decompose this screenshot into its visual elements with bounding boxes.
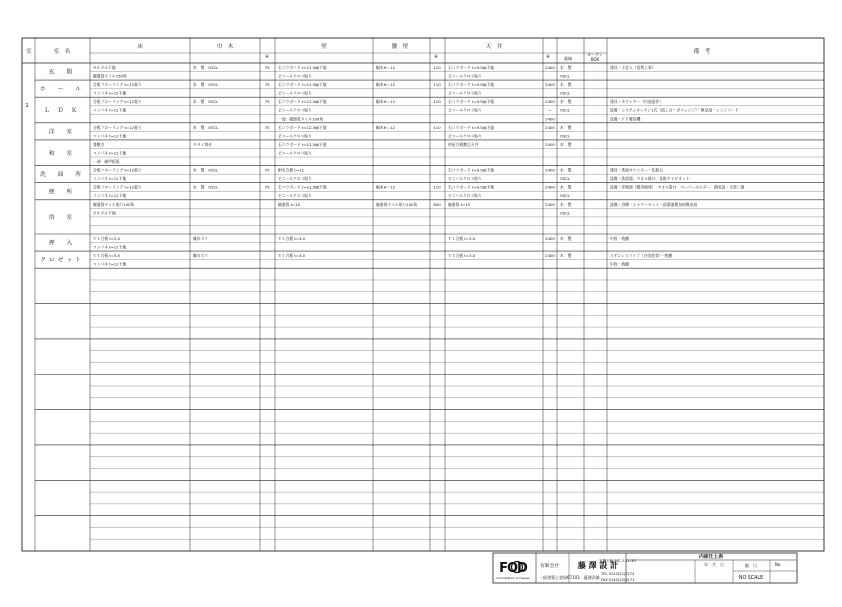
ceiling-cell: ビニールクロス貼り <box>448 107 483 113</box>
edge-cell: 木 製 <box>560 167 572 173</box>
dado-h-cell: 110 <box>433 124 441 130</box>
edge-cell: OSCL <box>560 73 571 79</box>
ceiling-cell: 杉柾合板敷目天井 <box>448 141 479 147</box>
floor-cell: 一部：縁甲板張 <box>93 159 120 164</box>
baseboard-h-cell: 75 <box>264 124 270 130</box>
wall-cell: 石コウボード t=12.5㎜下地 <box>278 124 327 130</box>
floor-cell: Ｔ１合板 t=5.5 <box>93 253 121 259</box>
remarks-cell: 設備・洋便器（暖房便座） タオル掛け ペーパーホルダー 換気扇・手洗い器 <box>610 184 745 190</box>
wall-cell: 石コウボード t=12.5㎜下地 <box>278 82 327 88</box>
wall-cell: ビニールクロス貼り <box>278 90 313 96</box>
company-name: 藤 澤 設 計 <box>577 561 619 570</box>
baseboard-cell: 木 製 OSCL <box>193 167 219 173</box>
edge-cell: OSCL <box>560 90 571 96</box>
wall-cell: 磁器質 t=15 <box>278 201 301 207</box>
room-name: 浴 室 <box>48 214 76 221</box>
ceiling-h-cell: 2400 <box>545 184 555 190</box>
remarks-cell: 建具・カウンター（内部造作） <box>610 99 664 105</box>
baseboard-cell: 木 製 OSCL <box>193 184 219 190</box>
header-wall: 壁 <box>321 44 327 50</box>
edge-cell: OSCL <box>560 176 571 182</box>
floor-cell: コンパネ t=12下地 <box>93 244 127 250</box>
edge-cell: 木 製 <box>560 201 572 207</box>
floor-cell: 合板フローリング t=12張り <box>93 82 142 88</box>
edge-cell: 木 製 <box>560 253 572 259</box>
floor-cell: コンパネ t=12下地 <box>93 107 127 113</box>
table-header <box>26 42 711 62</box>
logo-mark: FOD <box>499 561 527 576</box>
ceiling-h-cell: 2400 <box>545 82 555 88</box>
wall-cell: ビニールクロス貼り <box>278 193 313 199</box>
wall-cell: ビニールクロス貼り <box>278 107 313 113</box>
floor-cell: モルタル下地 <box>93 64 116 70</box>
header-curtain <box>587 52 603 62</box>
edge-cell: OSCL <box>560 210 571 216</box>
edge-cell: 木 製 <box>560 235 572 241</box>
company-address: 室蘭市輪西町 2-11-30 <box>599 559 636 563</box>
table-grid <box>22 38 824 551</box>
remarks-cell: 中段・枕棚 <box>610 235 629 241</box>
remarks-cell: 建具・下足入（再利工事） <box>610 64 656 70</box>
ceiling-h-cell: 2400 <box>545 64 555 70</box>
remarks-cell: 中段・枕棚 <box>610 261 629 267</box>
header-curtain-text: カーテン <box>587 52 603 57</box>
baseboard-h-cell: 75 <box>264 82 270 88</box>
ceiling-cell: 石コウボード t=9.5㎜下地 <box>448 167 495 173</box>
remarks-cell: 設備・洗面器、タオル掛け、化粧キャビネット <box>610 176 690 182</box>
baseboard-cell: 木 製 OSCL <box>193 124 219 130</box>
dado-cell: 幅木H＝12 <box>376 184 396 190</box>
edge-cell: 木 製 <box>560 184 572 190</box>
floor-cell: コンパネ t=12下地 <box>93 150 127 156</box>
dado-h-cell: 110 <box>433 184 441 190</box>
header-remarks: 備 考 <box>693 49 711 55</box>
ceiling-h-cell: 2400 <box>545 99 555 105</box>
dado-cell: 磁器質タイル貼り150角 <box>376 201 418 207</box>
wall-cell: ビニールクロス貼り <box>278 150 313 156</box>
floor-cell: コンパネ t=12下地 <box>93 193 127 199</box>
wall-cell: ビニールクロス貼り <box>278 176 313 182</box>
ceiling-h-cell: 2400 <box>545 116 555 122</box>
ceiling-h-cell: 2400 <box>545 235 555 241</box>
wall-cell: Ｔ１合板 t=4.0 <box>278 253 306 259</box>
baseboard-cell: 木 製 OSCL <box>193 99 219 105</box>
floor-cell: Ｔ１合板 t=5.5 <box>93 235 121 241</box>
dado-h-cell: 110 <box>433 64 441 70</box>
remarks-cell: 建具・洗面カウンター・化粧台 <box>610 167 664 173</box>
header-room-kanji: 室 <box>26 49 32 55</box>
ceiling-cell: ビニールクロス貼り <box>448 73 483 79</box>
remarks-cell: 設備・システムキッチン1式（流し台・ガスレンジ）・換気扇・レンジフード <box>610 107 739 113</box>
baseboard-h-cell: 75 <box>264 64 270 70</box>
ceiling-cell: ビニールクロス貼り <box>448 90 483 96</box>
ceiling-cell: 磁器質 t=15 <box>448 201 471 207</box>
floor-cell: コンパネ t=12下地 <box>93 261 127 267</box>
edge-cell: 木 製 <box>560 64 572 70</box>
wall-cell: 一部：磁器質タイル100角 <box>278 116 324 122</box>
floor-cell: 合板フローリング t=12張り <box>93 124 142 130</box>
company-tel: TEL 0143(22)2274 <box>601 572 635 576</box>
dado-cell: 幅木H＝12 <box>376 82 396 88</box>
remarks-cell: 設備・ＦＦ暖房機 <box>610 116 641 122</box>
baseboard-h-cell: 75 <box>264 99 270 105</box>
baseboard-h-cell: 75 <box>264 167 270 173</box>
table-frame <box>22 38 824 551</box>
header-dado-h: H <box>434 54 438 59</box>
room-name: ホ ー ル <box>40 86 84 93</box>
baseboard-cell: 雑巾ズリ <box>193 235 209 241</box>
wall-cell: 石コウボード t=12.5㎜下地 <box>278 99 327 105</box>
remarks-cell: 設備・浴槽・シャワーセット・給湯器換気扇換気扇 <box>610 201 698 207</box>
remarks-cell: ステンレスパイプ（白塗装等）・枕棚 <box>610 253 673 259</box>
floor-cell: 磁器質タイル150角 <box>93 73 127 79</box>
baseboard-cell: 木 製 OSCL <box>193 64 219 70</box>
wall-cell: ビニールクロス貼り <box>278 73 313 79</box>
dado-cell: 幅木H＝12 <box>376 64 396 70</box>
baseboard-cell: タタミ寄せ <box>193 141 212 147</box>
ceiling-cell: ビニールクロス貼り <box>448 193 483 199</box>
ceiling-h-cell: 2400 <box>545 253 555 259</box>
ceiling-cell: 石コウボード t=9.5㎜下地 <box>448 99 495 105</box>
room-name: Ｌ Ｄ Ｋ <box>43 108 81 115</box>
ceiling-h-cell: 2400 <box>545 141 555 147</box>
wall-cell: 石コウボード t=12.5㎜下地 <box>278 64 327 70</box>
room-name: 洗 面 所 <box>40 172 84 179</box>
architect-license: 一級建築士登録67103 藤澤武雄 <box>539 575 600 580</box>
edge-cell: 木 製 <box>560 141 572 147</box>
wall-cell: 石コウボード t=12.5㎜下地 <box>278 184 327 190</box>
company-fax: FAX 0143(22)5171 <box>601 578 635 582</box>
dado-h-cell: 110 <box>433 82 441 88</box>
room-name: 洋 室 <box>48 129 76 136</box>
floor-cell: 合板フローリング t=12張り <box>93 99 142 105</box>
header-ceiling: 天 井 <box>485 44 503 50</box>
ceiling-h-cell: 2400 <box>545 201 555 207</box>
edge-cell: OSCL <box>560 133 571 139</box>
logo-subtitle: Consultation & Design <box>496 576 530 580</box>
ceiling-cell: ビニールクロス貼り <box>448 133 483 139</box>
baseboard-h-cell: 75 <box>264 184 270 190</box>
sheet-number-label: No <box>775 562 781 567</box>
header-floor: 床 <box>137 44 143 50</box>
header-baseboard-h: H <box>265 54 269 59</box>
date-label: 年 月 日 <box>704 562 724 567</box>
floor-cell: 磁器質タイル貼り150角 <box>93 201 135 207</box>
scale-value: NO SCALE <box>738 576 764 581</box>
edge-cell: 木 製 <box>560 99 572 105</box>
header-dado: 腰 壁 <box>391 44 409 50</box>
edge-cell: 木 製 <box>560 124 572 130</box>
wall-cell: ビニールクロス貼り <box>278 133 313 139</box>
side-floor-label: 1 <box>25 103 29 109</box>
header-curtain-sub: BOX <box>590 57 600 62</box>
ceiling-cell: 石コウボード t=9.5㎜下地 <box>448 64 495 70</box>
title-block <box>493 553 797 583</box>
header-room-name: 室 名 <box>53 49 71 55</box>
wall-cell: 耐水合板 t=12 <box>278 167 304 173</box>
baseboard-cell: 木 製 OSCL <box>193 82 219 88</box>
ceiling-h-cell: 2400 <box>545 167 555 173</box>
room-name: 押 入 <box>48 240 76 247</box>
room-name: 和 室 <box>48 150 76 157</box>
baseboard-cell: 雑巾ズリ <box>193 253 209 259</box>
header-edge: 廻縁 <box>564 56 572 61</box>
edge-cell: OSCL <box>560 107 571 113</box>
ceiling-h-cell: − <box>548 107 552 113</box>
ceiling-cell: 石コウボード t=9.5㎜下地 <box>448 124 495 130</box>
header-baseboard: 巾 木 <box>216 44 234 50</box>
ceiling-cell: 石コウボード t=9.5㎜下地 <box>448 82 495 88</box>
ceiling-cell: ビニールクロス貼り <box>448 176 483 182</box>
company-logo <box>496 561 530 580</box>
dado-h-cell: 110 <box>433 99 441 105</box>
dado-cell: 幅木H＝12 <box>376 99 396 105</box>
room-name: クロゼット <box>40 257 84 264</box>
ceiling-cell: Ｔ１合板 t=3.0 <box>448 235 476 241</box>
floor-cell: 畳敷き <box>93 141 105 147</box>
ceiling-cell: 石コウボード t=9.5㎜下地 <box>448 184 495 190</box>
room-name: 玄 関 <box>48 69 76 76</box>
header-ceiling-h: H <box>546 54 550 59</box>
dado-cell: 幅木H＝12 <box>376 124 396 130</box>
scale-label: 縮 尺 <box>745 563 757 568</box>
floor-cell: 合板フローリング t=12張り <box>93 184 142 190</box>
floor-cell: コンパネ t=12下地 <box>93 176 127 182</box>
floor-cell: コンパネ t=12下地 <box>93 90 127 96</box>
floor-cell: モルタル下地 <box>93 210 116 216</box>
ceiling-h-cell: 2400 <box>545 124 555 130</box>
dado-h-cell: 600 <box>433 201 441 207</box>
company-type: 有限会社 <box>540 564 560 569</box>
floor-cell: コンパネ t=12下地 <box>93 133 127 139</box>
edge-cell: 木 製 <box>560 82 572 88</box>
ceiling-cell: Ｔ１合板 t=3.0 <box>448 253 476 259</box>
wall-cell: Ｔ１合板 t=4.0 <box>278 235 306 241</box>
edge-cell: OSCL <box>560 193 571 199</box>
wall-cell: 石コウボード t=12.5㎜下地 <box>278 141 327 147</box>
drawing-title: 内部仕上表 <box>699 555 723 560</box>
floor-cell: 合板フローリング t=12張り <box>93 167 142 173</box>
room-name: 便 所 <box>48 189 76 196</box>
